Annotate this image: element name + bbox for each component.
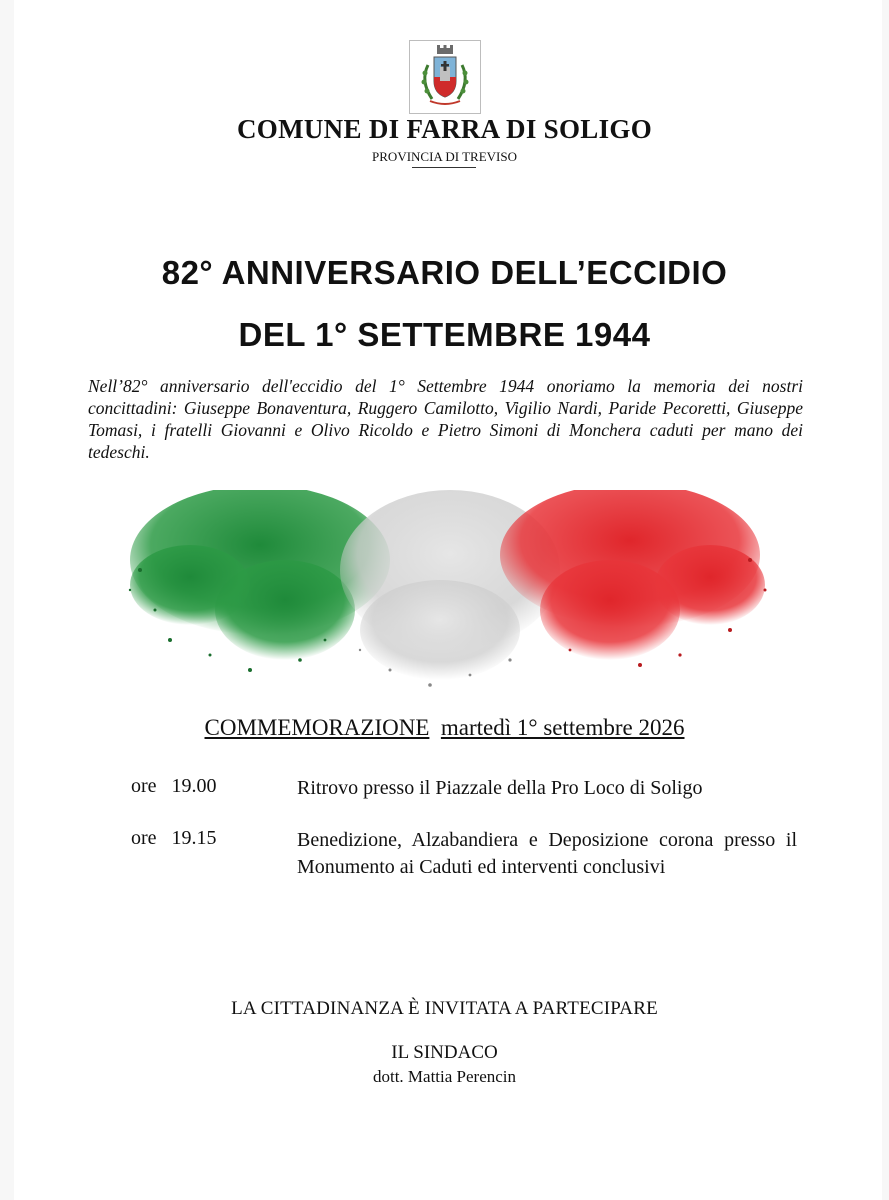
- province-name: PROVINCIA DI TREVISO: [372, 149, 517, 164]
- schedule-description: Ritrovo presso il Piazzale della Pro Loco di Soligo: [297, 777, 703, 799]
- schedule-time: ore 19.00: [131, 775, 217, 797]
- schedule-time: ore 19.15: [131, 827, 217, 849]
- schedule-description: Benedizione, Alzabandiera e Deposizione corona presso il Monumento ai Caduti ed interventi conclusivi: [297, 829, 797, 878]
- municipality-name: COMUNE DI FARRA DI SOLIGO: [236, 114, 653, 144]
- tricolour-splash-image: [110, 490, 780, 708]
- signature-name: dott. Mattia Perencin: [372, 1067, 517, 1086]
- commemoration-date: martedì 1° settembre 2026: [440, 715, 685, 740]
- signature-role: IL SINDACO: [391, 1042, 498, 1063]
- title-line-2: DEL 1° SETTEMBRE 1944: [238, 316, 651, 353]
- title-line-1: 82° ANNIVERSARIO DELL’ECCIDIO: [161, 254, 728, 291]
- coat-of-arms-icon: [409, 40, 481, 114]
- intro-paragraph: Nell’82° anniversario dell'eccidio del 1° Settembre 1944 onoriamo la memoria dei nostri concittadini: Giuseppe Bonaventura, Ruggero Camilotto, Vigilio Nardi, Paride Pecoretti, Giuseppe Tomasi, i fratelli Giovanni e Olivo Ricoldo e Pietro Simoni di Monchera caduti per mano dei tedeschi.: [88, 376, 803, 462]
- commemoration-label: COMMEMORAZIONE: [204, 715, 430, 740]
- province-underline: [412, 167, 476, 168]
- commemoration-heading: [0, 715, 889, 741]
- invitation-text: LA CITTADINANZA È INVITATA A PARTECIPARE: [231, 998, 658, 1019]
